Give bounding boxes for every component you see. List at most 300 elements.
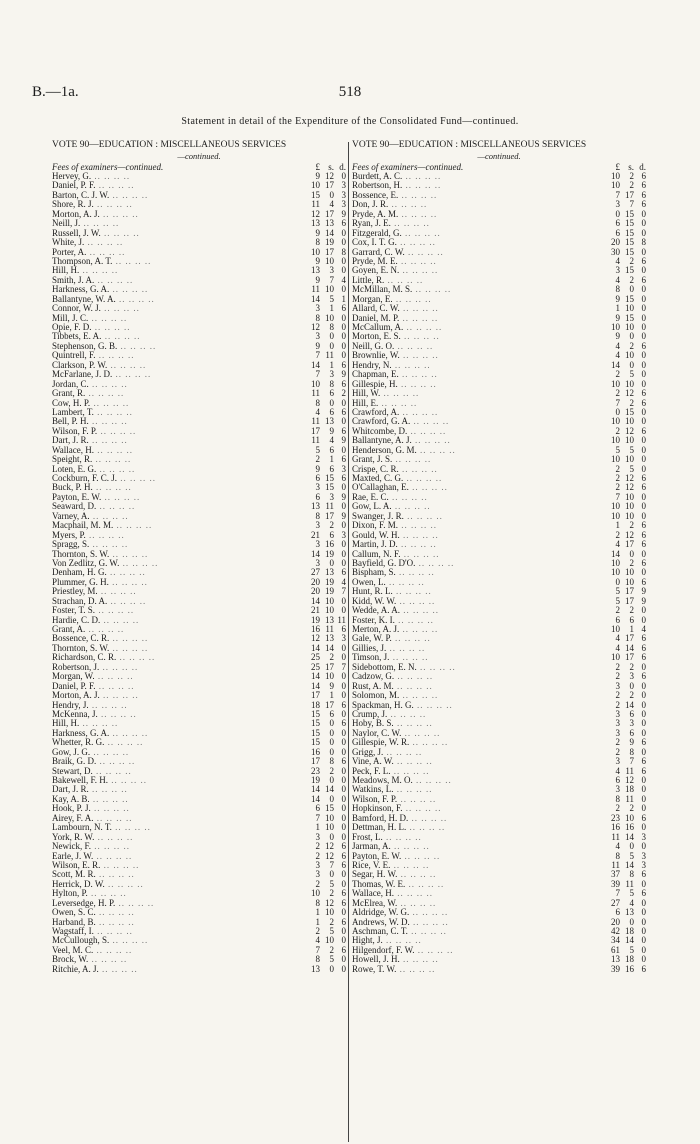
leader-dots: .. .. .. ..	[109, 643, 149, 653]
fee-row	[352, 965, 646, 974]
fee-row	[352, 701, 646, 710]
pence-value: 0	[341, 605, 346, 616]
shillings-value: 9	[329, 680, 334, 691]
shillings-value: 6	[329, 529, 334, 540]
shillings-header: s.	[628, 162, 634, 172]
examiner-name: Harkness, G. A.	[52, 728, 110, 738]
pounds-value: 2	[615, 388, 620, 399]
fee-row	[352, 880, 646, 889]
pence-value: 6	[641, 642, 646, 653]
fee-row	[52, 861, 346, 870]
pounds-value: 14	[611, 548, 620, 559]
leader-dots: .. .. .. ..	[400, 606, 440, 616]
shillings-value: 18	[625, 784, 634, 795]
shillings-value: 13	[325, 416, 334, 427]
fee-row	[52, 946, 346, 955]
pounds-value: 3	[615, 708, 620, 719]
shillings-value: 14	[625, 642, 634, 653]
shillings-value: 15	[625, 293, 634, 304]
fee-row	[52, 578, 346, 587]
leader-dots: .. .. .. ..	[117, 341, 157, 351]
pounds-value: 2	[615, 473, 620, 483]
shillings-value: 10	[325, 255, 334, 266]
pence-value: 6	[641, 520, 646, 531]
pence-value: 4	[341, 274, 346, 285]
shillings-value: 6	[329, 708, 334, 719]
shillings-value: 12	[325, 841, 334, 852]
leader-dots: .. .. .. ..	[397, 898, 437, 908]
examiner-name: Tibbets, E. A.	[52, 332, 102, 342]
leader-dots: .. .. .. ..	[89, 794, 129, 804]
examiner-name: Payton, E. W.	[52, 492, 102, 502]
pence-value: 0	[641, 775, 646, 785]
fee-row	[352, 200, 646, 209]
shillings-value: 13	[325, 218, 334, 229]
leader-dots: .. .. .. ..	[382, 832, 422, 842]
shillings-value: 2	[329, 652, 334, 663]
fee-row	[52, 191, 346, 200]
leader-dots: .. .. .. ..	[397, 540, 437, 550]
pounds-value: 13	[311, 963, 320, 974]
pounds-value: 14	[311, 642, 320, 653]
examiner-name: Harband, B.	[52, 917, 96, 927]
fee-row	[352, 257, 646, 266]
leader-dots: .. .. .. ..	[416, 662, 456, 672]
shillings-value: 0	[629, 548, 634, 559]
pounds-value: 16	[311, 746, 320, 757]
shillings-value: 11	[625, 878, 634, 889]
pounds-value: 7	[615, 888, 620, 899]
pounds-value: 2	[615, 671, 620, 682]
examiner-name: Leversedge, H. P.	[52, 898, 116, 908]
fee-row	[52, 351, 346, 360]
pounds-value: 20	[311, 576, 320, 587]
pence-value: 0	[641, 718, 646, 729]
fee-row	[352, 399, 646, 408]
leader-dots: .. .. .. ..	[405, 879, 445, 889]
examiner-name: Myers, P.	[52, 530, 86, 540]
shillings-value: 19	[325, 237, 334, 248]
fee-row	[352, 757, 646, 766]
pence-value: 0	[641, 284, 646, 295]
leader-dots: .. .. .. ..	[401, 851, 441, 861]
pounds-value: 1	[615, 303, 620, 314]
pence-value: 6	[641, 180, 646, 191]
pounds-value: 2	[315, 841, 320, 852]
pounds-value: 27	[611, 897, 620, 908]
pence-value: 9	[341, 208, 346, 219]
pence-value: 0	[341, 444, 346, 455]
pounds-value: 4	[315, 935, 320, 946]
examiner-name: Hunt, R. L.	[352, 587, 393, 597]
shillings-value: 17	[625, 595, 634, 606]
shillings-value: 11	[325, 501, 334, 512]
examiner-name: Lambourn, N. T.	[52, 823, 112, 833]
leader-dots: .. .. .. ..	[95, 181, 135, 191]
shillings-value: 10	[325, 812, 334, 823]
fee-row	[52, 465, 346, 474]
pence-value: 6	[641, 756, 646, 767]
shillings-value: 15	[625, 237, 634, 248]
pence-value: 9	[341, 369, 346, 380]
fee-row	[52, 332, 346, 341]
pence-value: 6	[641, 963, 646, 974]
leader-dots: .. .. .. ..	[410, 417, 450, 427]
fee-row	[352, 210, 646, 219]
leader-dots: .. .. .. ..	[389, 653, 429, 663]
pence-value: 0	[641, 954, 646, 965]
fee-row	[352, 389, 646, 398]
examiner-name: Frost, L.	[352, 832, 383, 842]
examiner-name: Brock, W.	[52, 955, 89, 965]
fee-row	[352, 531, 646, 540]
pounds-value: 9	[615, 331, 620, 342]
leader-dots: .. .. .. ..	[107, 596, 147, 606]
pounds-value: 13	[311, 218, 320, 229]
pounds-value: 17	[311, 425, 320, 436]
fee-row	[52, 682, 346, 691]
fee-row	[52, 266, 346, 275]
leader-dots: .. .. .. ..	[95, 908, 135, 918]
pence-value: 7	[341, 586, 346, 597]
shillings-value: 17	[325, 208, 334, 219]
shillings-value: 8	[329, 378, 334, 389]
leader-dots: .. .. .. ..	[398, 190, 438, 200]
examiner-name: Lambert, T.	[52, 407, 94, 417]
fee-row	[352, 823, 646, 832]
fee-list	[52, 172, 346, 974]
examiner-name: Aldridge, W. G.	[352, 908, 410, 918]
pence-value: 0	[641, 878, 646, 889]
fee-row	[352, 181, 646, 190]
pence-value: 6	[641, 274, 646, 285]
shillings-value: 2	[629, 255, 634, 266]
pounds-value: 10	[311, 888, 320, 899]
leader-dots: .. .. .. ..	[391, 360, 431, 370]
pounds-value: 11	[611, 831, 620, 842]
pence-value: 0	[341, 642, 346, 653]
shillings-value: 17	[625, 539, 634, 550]
leader-dots: .. .. .. ..	[95, 681, 135, 691]
fee-row	[352, 889, 646, 898]
examiner-name: Varney, A.	[52, 511, 90, 521]
page-number: 518	[338, 84, 362, 100]
pounds-value: 3	[315, 869, 320, 880]
examiner-name: Whitcombe, D.	[352, 426, 408, 436]
group-header	[352, 162, 646, 172]
shillings-value: 6	[629, 727, 634, 738]
leader-dots: .. .. .. ..	[399, 625, 439, 634]
fee-row	[52, 389, 346, 398]
examiner-name: Airey, F. A.	[52, 813, 94, 823]
examiner-name: Gould, W. H.	[352, 530, 400, 540]
pence-value: 6	[341, 454, 346, 465]
fee-row	[52, 767, 346, 776]
shillings-value: 7	[329, 859, 334, 870]
shillings-value: 1	[629, 624, 634, 634]
shillings-value: 15	[625, 265, 634, 276]
leader-dots: .. .. .. ..	[385, 577, 425, 587]
pence-value: 6	[641, 529, 646, 540]
pounds-value: 13	[311, 501, 320, 512]
examiner-name: Bakewell, F. H.	[52, 776, 109, 785]
vote-heading: VOTE 90—EDUCATION : MISCELLANEOUS SERVICES	[352, 140, 587, 150]
pounds-value: 2	[615, 746, 620, 757]
pounds-value: 9	[315, 171, 320, 181]
shillings-value: 15	[625, 218, 634, 229]
shillings-value: 1	[329, 454, 334, 465]
examiner-name: Hendry, J.	[52, 700, 89, 710]
examiner-name: Payton, E. W.	[352, 851, 402, 861]
examiner-name: Thompson, A. T.	[52, 256, 113, 266]
fee-row	[352, 568, 646, 577]
pence-value: 6	[641, 633, 646, 644]
pence-value: 0	[341, 708, 346, 719]
pounds-value: 7	[315, 369, 320, 380]
pounds-value: 4	[615, 255, 620, 266]
fee-row	[52, 804, 346, 813]
fee-row	[352, 936, 646, 945]
pence-value: 3	[341, 633, 346, 644]
leader-dots: .. .. .. ..	[89, 511, 129, 521]
shillings-value: 0	[629, 916, 634, 927]
pence-value: 6	[341, 897, 346, 908]
examiner-name: Ryan, J. E.	[352, 219, 391, 229]
fee-row	[352, 870, 646, 879]
pence-value: 6	[641, 473, 646, 483]
pounds-value: 3	[615, 756, 620, 767]
examiner-name: Hopkinson, F.	[352, 804, 403, 814]
pounds-value: 3	[615, 199, 620, 210]
pounds-value: 3	[615, 718, 620, 729]
fee-row	[52, 663, 346, 672]
examiner-name: Rice, V. E.	[352, 860, 391, 870]
shillings-value: 10	[625, 416, 634, 427]
fee-row	[52, 785, 346, 794]
shillings-value: 5	[329, 926, 334, 936]
pence-value: 0	[641, 567, 646, 578]
shillings-value: 11	[625, 765, 634, 776]
examiner-name: Rae, E. C.	[352, 492, 389, 502]
pounds-value: 8	[315, 954, 320, 965]
shillings-value: 17	[625, 189, 634, 200]
pounds-value: 8	[315, 312, 320, 323]
leader-dots: .. .. .. ..	[388, 492, 428, 502]
examiner-name: Spragg, S.	[52, 540, 90, 550]
examiner-name: Crawford, G. A.	[352, 417, 411, 427]
leader-dots: .. .. .. ..	[90, 804, 130, 814]
leader-dots: .. .. .. ..	[392, 587, 432, 597]
shillings-value: 0	[629, 331, 634, 342]
pence-value: 0	[641, 435, 646, 446]
pence-value: 0	[641, 841, 646, 852]
pence-value: 6	[641, 340, 646, 351]
examiner-name: Smith, J. A.	[52, 275, 95, 285]
pounds-value: 3	[315, 831, 320, 842]
pence-value: 0	[641, 510, 646, 521]
examiner-name: Scott, M. R.	[52, 870, 96, 880]
pounds-value: 4	[615, 633, 620, 644]
shillings-value: 0	[329, 963, 334, 974]
fee-row	[52, 852, 346, 861]
fee-row	[352, 682, 646, 691]
fee-row	[52, 436, 346, 445]
fee-row	[352, 927, 646, 936]
examiner-name: Dart, J. R.	[52, 785, 89, 795]
shillings-value: 10	[325, 671, 334, 682]
pence-value: 0	[341, 690, 346, 701]
examiner-name: Gale, W. P.	[352, 634, 392, 644]
fee-row	[352, 767, 646, 776]
leader-dots: .. .. .. ..	[391, 634, 431, 644]
pounds-value: 39	[611, 878, 620, 889]
fee-row	[352, 672, 646, 681]
fee-row	[52, 606, 346, 615]
pence-value: 0	[341, 416, 346, 427]
leader-dots: .. .. .. ..	[387, 709, 427, 719]
fee-row	[352, 304, 646, 313]
examiner-name: Cox, I. T. G.	[352, 238, 397, 248]
pounds-value: 8	[315, 237, 320, 248]
pounds-value: 6	[615, 218, 620, 229]
fee-row	[52, 889, 346, 898]
pounds-value: 1	[615, 520, 620, 531]
pence-value: 0	[341, 340, 346, 351]
examiner-name: Wagstaff, I.	[52, 927, 94, 936]
fee-row	[52, 908, 346, 917]
pence-value: 6	[641, 482, 646, 493]
shillings-value: 0	[629, 284, 634, 295]
shillings-value: 10	[625, 435, 634, 446]
leader-dots: .. .. .. ..	[93, 813, 133, 823]
pounds-value: 34	[611, 935, 620, 946]
leader-dots: .. .. .. ..	[104, 738, 144, 748]
column-divider	[348, 142, 349, 1142]
pounds-value: 20	[611, 916, 620, 927]
examiner-name: Wallace, H.	[352, 889, 395, 899]
pence-value: 0	[641, 491, 646, 502]
fee-row	[352, 361, 646, 370]
pence-value: 6	[341, 916, 346, 927]
pence-value: 0	[641, 661, 646, 672]
pence-value: 0	[641, 690, 646, 701]
pounds-value: 2	[615, 803, 620, 814]
leader-dots: .. .. .. ..	[95, 917, 135, 927]
leader-dots: .. .. .. ..	[95, 606, 135, 616]
shillings-value: 0	[329, 397, 334, 408]
shillings-value: 16	[625, 822, 634, 833]
pence-value: 6	[341, 378, 346, 389]
pounds-value: 15	[311, 189, 320, 200]
examiner-name: Gillespie, H.	[352, 379, 398, 389]
leader-dots: .. .. .. ..	[91, 842, 131, 852]
pence-value: 6	[341, 567, 346, 578]
pounds-header: £	[615, 162, 620, 172]
shillings-value: 8	[629, 869, 634, 880]
leader-dots: .. .. .. ..	[87, 889, 127, 899]
leader-dots: .. .. .. ..	[89, 540, 129, 550]
leader-dots: .. .. .. ..	[88, 417, 128, 427]
leader-dots: .. .. .. ..	[395, 568, 435, 578]
shillings-value: 10	[625, 491, 634, 502]
leader-dots: .. .. .. ..	[94, 672, 134, 682]
pounds-value: 30	[611, 246, 620, 257]
examiner-name: Strachan, D. A.	[52, 596, 108, 606]
pounds-value: 10	[611, 501, 620, 512]
pence-value: 0	[341, 878, 346, 889]
fee-row	[52, 701, 346, 710]
examiner-name: Cow, H. P.	[52, 398, 91, 408]
statement-heading: Statement in detail of the Expenditure of the Consolidated Fund—continued.	[181, 116, 519, 127]
leader-dots: .. .. .. ..	[96, 502, 136, 512]
pounds-value: 2	[615, 463, 620, 474]
shillings-value: 18	[625, 954, 634, 965]
pounds-value: 20	[311, 586, 320, 597]
examiner-name: Gow, L. A.	[352, 502, 392, 512]
examiner-name: Shore, R. J.	[52, 200, 94, 210]
pounds-value: 2	[615, 605, 620, 616]
shillings-value: 14	[325, 642, 334, 653]
examiner-name: Macphail, M. M.	[52, 521, 114, 531]
pence-value: 9	[641, 595, 646, 606]
pounds-value: 12	[311, 633, 320, 644]
pence-value: 6	[641, 557, 646, 568]
leader-dots: .. .. .. ..	[400, 332, 440, 342]
leader-dots: .. .. .. ..	[79, 266, 119, 276]
shillings-value: 12	[625, 473, 634, 483]
examiner-name: Rust, A. M.	[352, 681, 394, 691]
leader-dots: .. .. .. ..	[408, 813, 448, 823]
examiner-name: Chapman, E.	[352, 370, 399, 380]
shillings-value: 15	[325, 473, 334, 483]
pence-value: 0	[641, 454, 646, 465]
leader-dots: .. .. .. ..	[391, 502, 431, 512]
examiner-name: Barton, C. J. W.	[52, 190, 110, 200]
fee-row	[352, 955, 646, 964]
pounds-value: 4	[615, 539, 620, 550]
pounds-header: £	[315, 162, 320, 172]
pence-value: 0	[341, 727, 346, 738]
shillings-value: 0	[329, 189, 334, 200]
examiner-name: Morton, A. J.	[52, 691, 100, 701]
pence-value: 0	[641, 803, 646, 814]
leader-dots: .. .. .. ..	[93, 945, 133, 955]
pence-value: 0	[641, 331, 646, 342]
pounds-value: 14	[311, 680, 320, 691]
pence-value: 0	[641, 548, 646, 559]
pounds-value: 10	[311, 378, 320, 389]
fee-row	[352, 540, 646, 549]
leader-dots: .. .. .. ..	[100, 615, 140, 625]
fee-row	[352, 559, 646, 568]
leader-dots: .. .. .. ..	[392, 455, 432, 465]
leader-dots: .. .. .. ..	[88, 955, 128, 965]
pounds-value: 4	[615, 350, 620, 361]
fee-row	[352, 616, 646, 625]
shillings-value: 12	[625, 425, 634, 436]
pence-value: 0	[641, 369, 646, 380]
shillings-value: 5	[629, 369, 634, 380]
shillings-value: 0	[329, 775, 334, 785]
examiner-name: Jordan, C.	[52, 379, 89, 389]
leader-dots: .. .. .. ..	[93, 200, 133, 210]
examiner-name: Porter, A.	[52, 247, 87, 257]
examiner-name: Hoby, B. S.	[352, 719, 394, 729]
fee-row	[352, 899, 646, 908]
pence-value: 0	[641, 897, 646, 908]
pounds-value: 5	[315, 444, 320, 455]
pounds-value: 7	[315, 350, 320, 361]
